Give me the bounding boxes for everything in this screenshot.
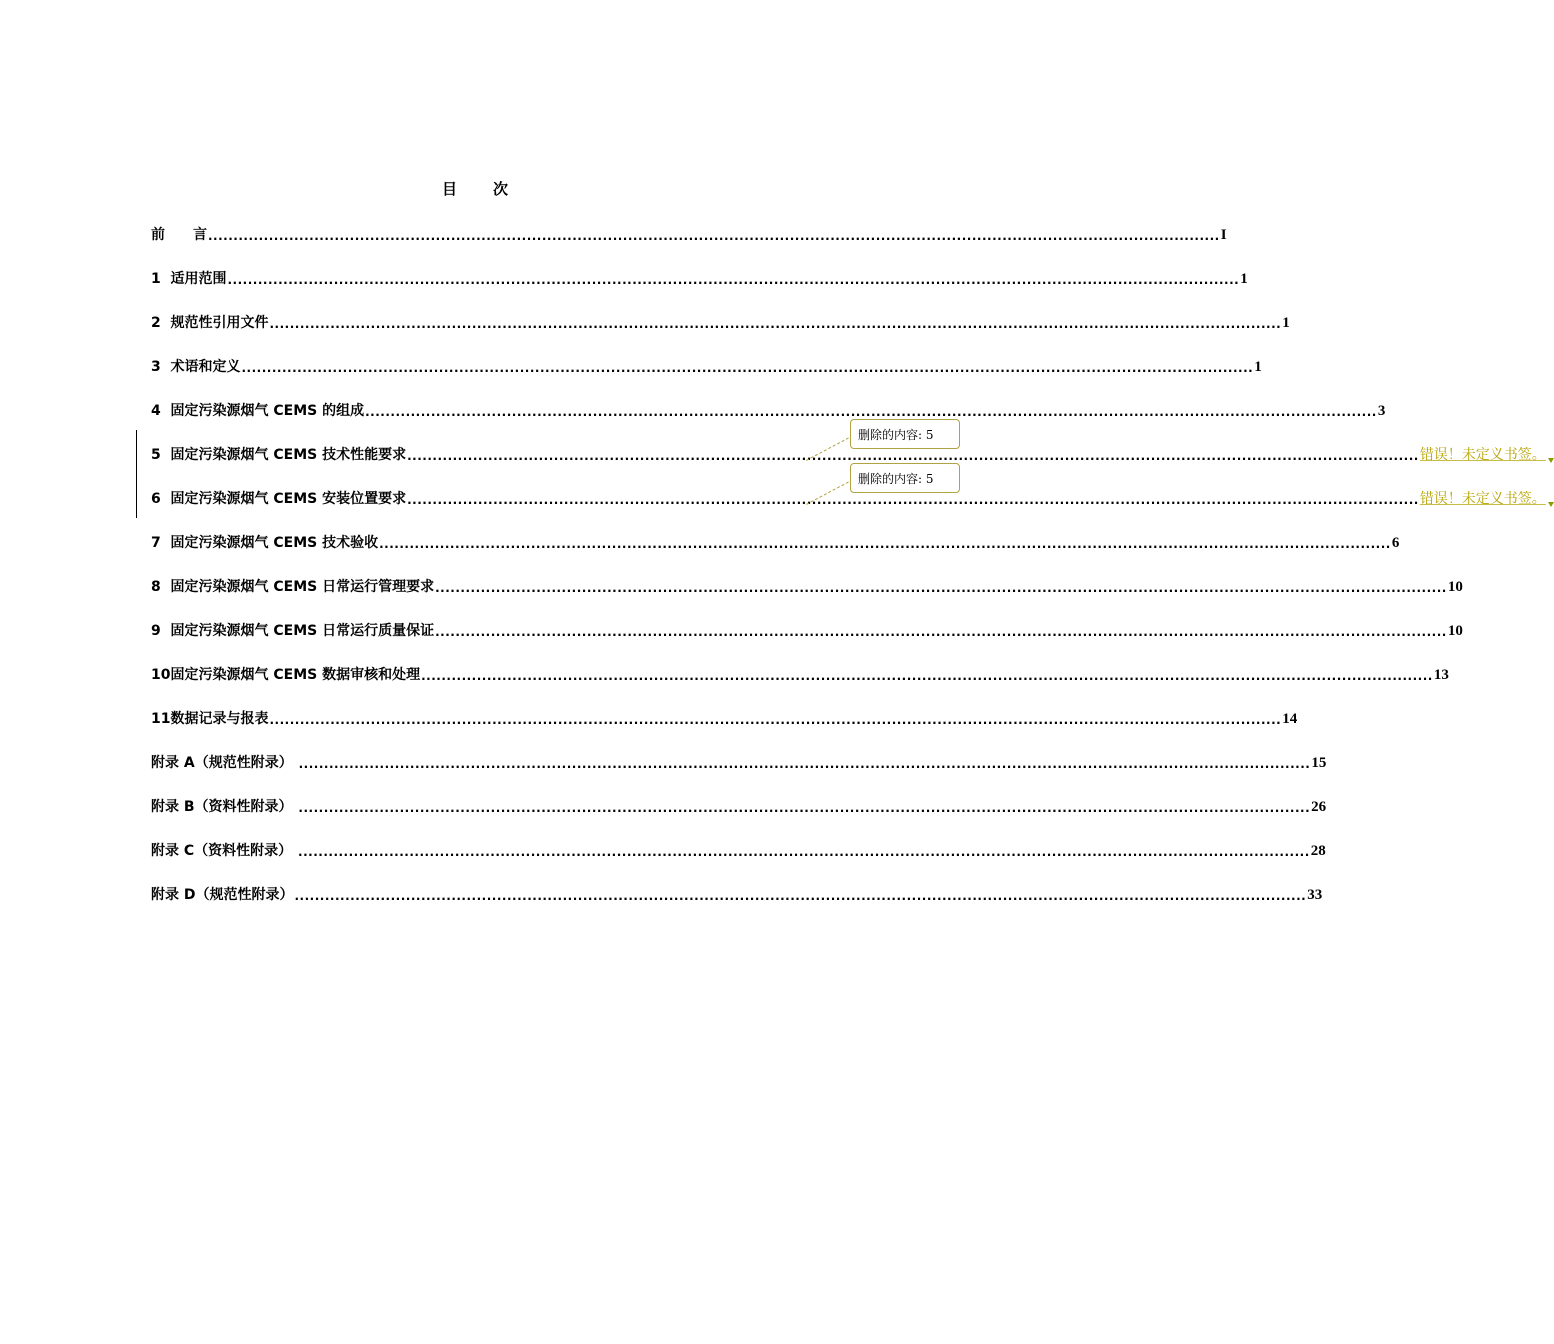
dot-leader: ........................................................................................................................................................................................................ — [227, 273, 1240, 287]
bookmark-error-text: 错误！未定义书签。 — [1419, 491, 1546, 507]
dot-leader: ........................................................................................................................................................................................................ — [379, 537, 1391, 551]
toc-title-left: 目 — [441, 180, 457, 198]
toc-entry-6[interactable] — [151, 484, 1546, 508]
dot-leader: ........................................................................................................................................................................................................ — [435, 625, 1447, 639]
toc-entry-label: 附录 C（资料性附录） — [151, 843, 298, 859]
toc-entry-label: 8 固定污染源烟气 CEMS 日常运行管理要求 — [151, 579, 435, 595]
dot-leader: ........................................................................................................................................................................................................ — [294, 889, 1307, 903]
toc-entry-label: 11数据记录与报表 — [151, 711, 269, 727]
dot-leader: ........................................................................................................................................................................................................ — [269, 317, 1282, 331]
toc-entry-3[interactable] — [151, 352, 1262, 376]
dot-leader: ........................................................................................................................................................................................................ — [298, 757, 1311, 771]
toc-entry-preface[interactable] — [151, 220, 1227, 244]
dot-leader: ........................................................................................................................................................................................................ — [407, 493, 1419, 507]
field-marker-icon — [1548, 502, 1554, 507]
toc-entry-page: 28 — [1310, 843, 1326, 859]
dot-leader: ........................................................................................................................................................................................................ — [298, 845, 1310, 859]
toc-entry-5[interactable] — [151, 440, 1546, 464]
toc-entry-label: 2 规范性引用文件 — [151, 315, 269, 331]
toc-entry-label: 4 固定污染源烟气 CEMS 的组成 — [151, 403, 365, 419]
dot-leader: ........................................................................................................................................................................................................ — [365, 405, 1377, 419]
dot-leader: ........................................................................................................................................................................................................ — [241, 361, 1254, 375]
toc-entry-appendix-c[interactable] — [151, 836, 1326, 860]
bookmark-error-text: 错误！未定义书签。 — [1419, 447, 1546, 463]
dot-leader: ........................................................................................................................................................................................................ — [421, 669, 1433, 683]
toc-entry-appendix-a[interactable] — [151, 748, 1327, 772]
toc-entry-1[interactable] — [151, 264, 1248, 288]
toc-entry-page: I — [1220, 227, 1227, 243]
toc-entry-9[interactable] — [151, 616, 1463, 640]
toc-entry-label: 10固定污染源烟气 CEMS 数据审核和处理 — [151, 667, 421, 683]
toc-entry-page: 1 — [1282, 315, 1290, 331]
toc-entry-2[interactable] — [151, 308, 1290, 332]
comment-text: 删除的内容: 5 — [858, 428, 934, 442]
toc-entry-label: 1 适用范围 — [151, 271, 227, 287]
toc-entry-page: 26 — [1311, 799, 1327, 815]
toc-entry-appendix-b[interactable] — [151, 792, 1327, 816]
toc-entry-8[interactable] — [151, 572, 1463, 596]
dot-leader: ........................................................................................................................................................................................................ — [298, 801, 1311, 815]
toc-entry-page: 13 — [1433, 667, 1449, 683]
toc-entry-label: 前 言 — [151, 227, 207, 243]
toc-entry-appendix-d[interactable] — [151, 880, 1323, 904]
toc-entry-page: 6 — [1391, 535, 1400, 551]
toc-entry-label: 附录 A（规范性附录） — [151, 755, 298, 771]
comment-balloon-deleted[interactable] — [850, 419, 960, 449]
revision-change-bar — [136, 430, 137, 518]
toc-entry-page: 33 — [1307, 887, 1323, 903]
comment-text: 删除的内容: 5 — [858, 472, 934, 486]
dot-leader: ........................................................................................................................................................................................................ — [269, 713, 1282, 727]
toc-entry-10[interactable] — [151, 660, 1449, 684]
field-marker-icon — [1548, 458, 1554, 463]
toc-entry-11[interactable] — [151, 704, 1298, 728]
toc-entry-label: 附录 B（资料性附录） — [151, 799, 298, 815]
toc-entry-4[interactable] — [151, 396, 1386, 420]
toc-entry-page: 3 — [1377, 403, 1386, 419]
toc-entry-page: 10 — [1447, 579, 1463, 595]
toc-entry-7[interactable] — [151, 528, 1400, 552]
dot-leader: ........................................................................................................................................................................................................ — [208, 229, 1220, 243]
toc-entry-label: 6 固定污染源烟气 CEMS 安装位置要求 — [151, 491, 407, 507]
toc-entry-page: 10 — [1447, 623, 1463, 639]
dot-leader: ........................................................................................................................................................................................................ — [407, 449, 1419, 463]
toc-entry-page: 1 — [1240, 271, 1248, 287]
toc-entry-label: 附录 D（规范性附录） — [151, 887, 294, 903]
toc-entry-label: 3 术语和定义 — [151, 359, 241, 375]
toc-title-right: 次 — [493, 180, 509, 198]
toc-entry-page: 1 — [1254, 359, 1262, 375]
toc-title — [0, 178, 950, 199]
toc-entry-label: 9 固定污染源烟气 CEMS 日常运行质量保证 — [151, 623, 435, 639]
comment-balloon-deleted[interactable] — [850, 463, 960, 493]
dot-leader: ........................................................................................................................................................................................................ — [435, 581, 1447, 595]
toc-entry-label: 7 固定污染源烟气 CEMS 技术验收 — [151, 535, 379, 551]
toc-entry-label: 5 固定污染源烟气 CEMS 技术性能要求 — [151, 447, 407, 463]
toc-entry-page: 14 — [1282, 711, 1298, 727]
toc-entry-page: 15 — [1311, 755, 1327, 771]
